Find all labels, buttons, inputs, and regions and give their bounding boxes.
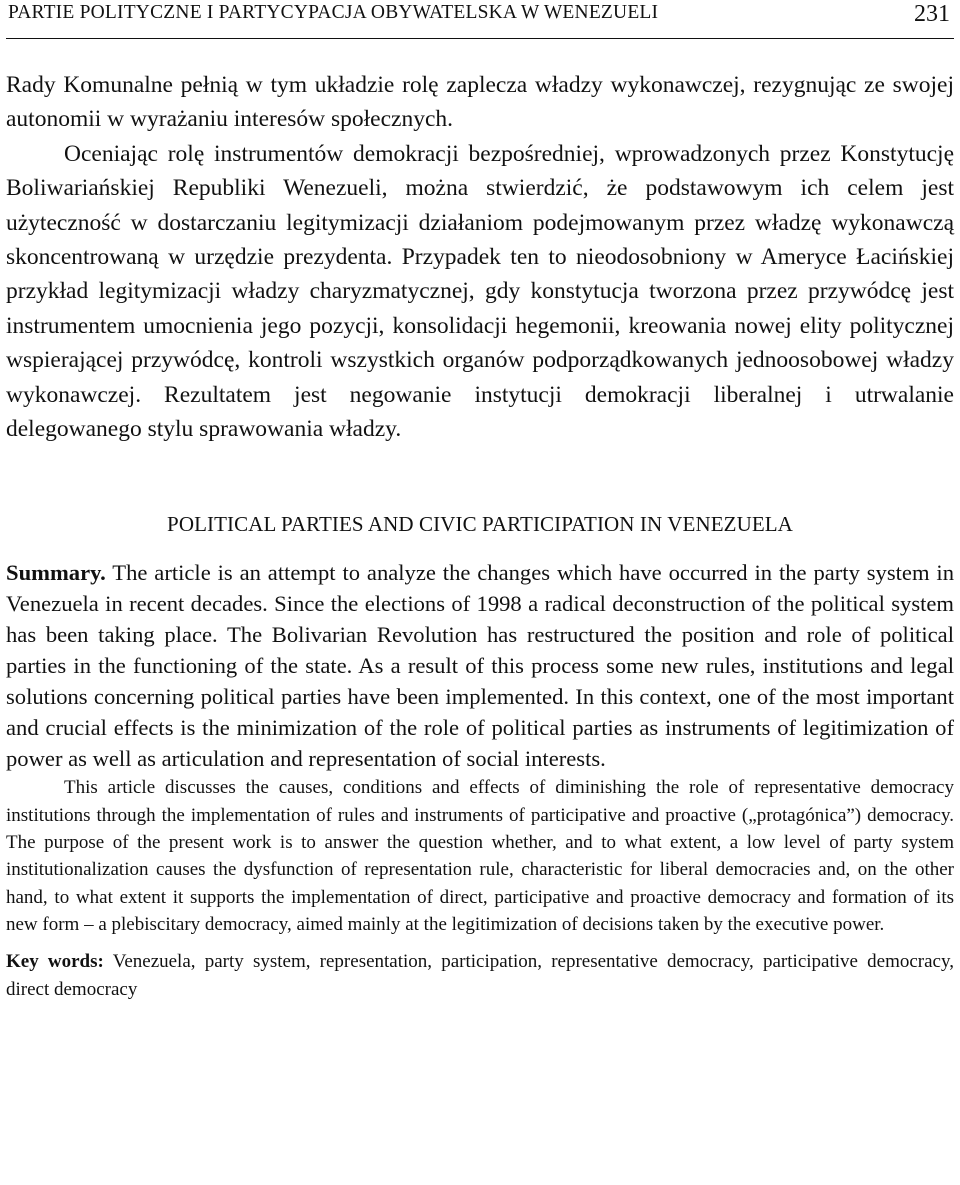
- summary-section-title: POLITICAL PARTIES AND CIVIC PARTICIPATION IN VENEZUELA: [167, 512, 793, 537]
- keywords-text: Venezuela, party system, representation, participation, representative democracy, participative democracy, direct democracy: [6, 951, 955, 1000]
- keywords-paragraph: [6, 948, 954, 1003]
- summary-label: Summary.: [6, 560, 106, 586]
- body-paragraph-1: Rady Komunalne pełnią w tym układzie rolę zaplecza władzy wykonawczej, rezygnując ze swojej autonomii w wyrażaniu interesów społecznych.: [6, 72, 954, 133]
- running-title: PARTIE POLITYCZNE I PARTYCYPACJA OBYWATELSKA W WENEZUELI: [8, 2, 659, 23]
- running-header: [6, 0, 954, 39]
- keywords-label: Key words:: [6, 951, 104, 973]
- body-paragraph-2: Oceniając rolę instrumentów demokracji bezpośredniej, wprowadzonych przez Konstytucję Boliwariańskiej Republiki Wenezueli, można stwierdzić, że podstawowym ich celem jest użyteczność w dostarczaniu legitymizacji działaniom podejmowanym przez władzę wykonawczą skoncentrowaną w urzędzie prezydenta. Przypadek ten to nieodosobniony w Ameryce Łacińskiej przykład legitymizacji władzy charyzmatycznej, gdy konstytucja tworzona przez przywódcę jest instrumentem umocnienia jego pozycji, konsolidacji hegemonii, kreowania nowej elity politycznej wspierającej przywódcę, kontroli wszystkich organów podporządkowanych jednoosobowej władzy wykonawczej. Rezultatem jest negowanie instytucji demokracji liberalnej i utrwalanie delegowanego stylu sprawowania władzy.: [6, 140, 954, 443]
- page-number: 231: [914, 1, 950, 27]
- document-page: [6, 0, 954, 1003]
- summary-second-paragraph: This article discusses the causes, conditions and effects of diminishing the role of representative democracy institutions through the implementation of rules and instruments of participative and proactive („protagónica”) democracy. The purpose of the present work is to answer the question whether, and to what extent, a low level of party system institutionalization causes the dysfunction of representation rule, characteristic for liberal democracies and, on the other hand, to what extent it supports the implementation of direct, participative and proactive democracy and formation of its new form – a plebiscitary democracy, aimed mainly at the legitimization of decisions taken by the executive power.: [6, 777, 954, 935]
- summary-paragraph: [6, 557, 954, 774]
- summary-text: The article is an attempt to analyze the changes which have occurred in the party system in Venezuela in recent decades. Since the elections of 1998 a radical deconstruction of the political system has been taking place. The Bolivarian Revolution has restructured the position and role of political parties in the functioning of the state. As a result of this process some new rules, institutions and legal solutions concerning political parties have been implemented. In this context, one of the most important and crucial effects is the minimization of the role of political parties as instruments of legitimization of power as well as articulation and representation of social interests.: [6, 560, 954, 772]
